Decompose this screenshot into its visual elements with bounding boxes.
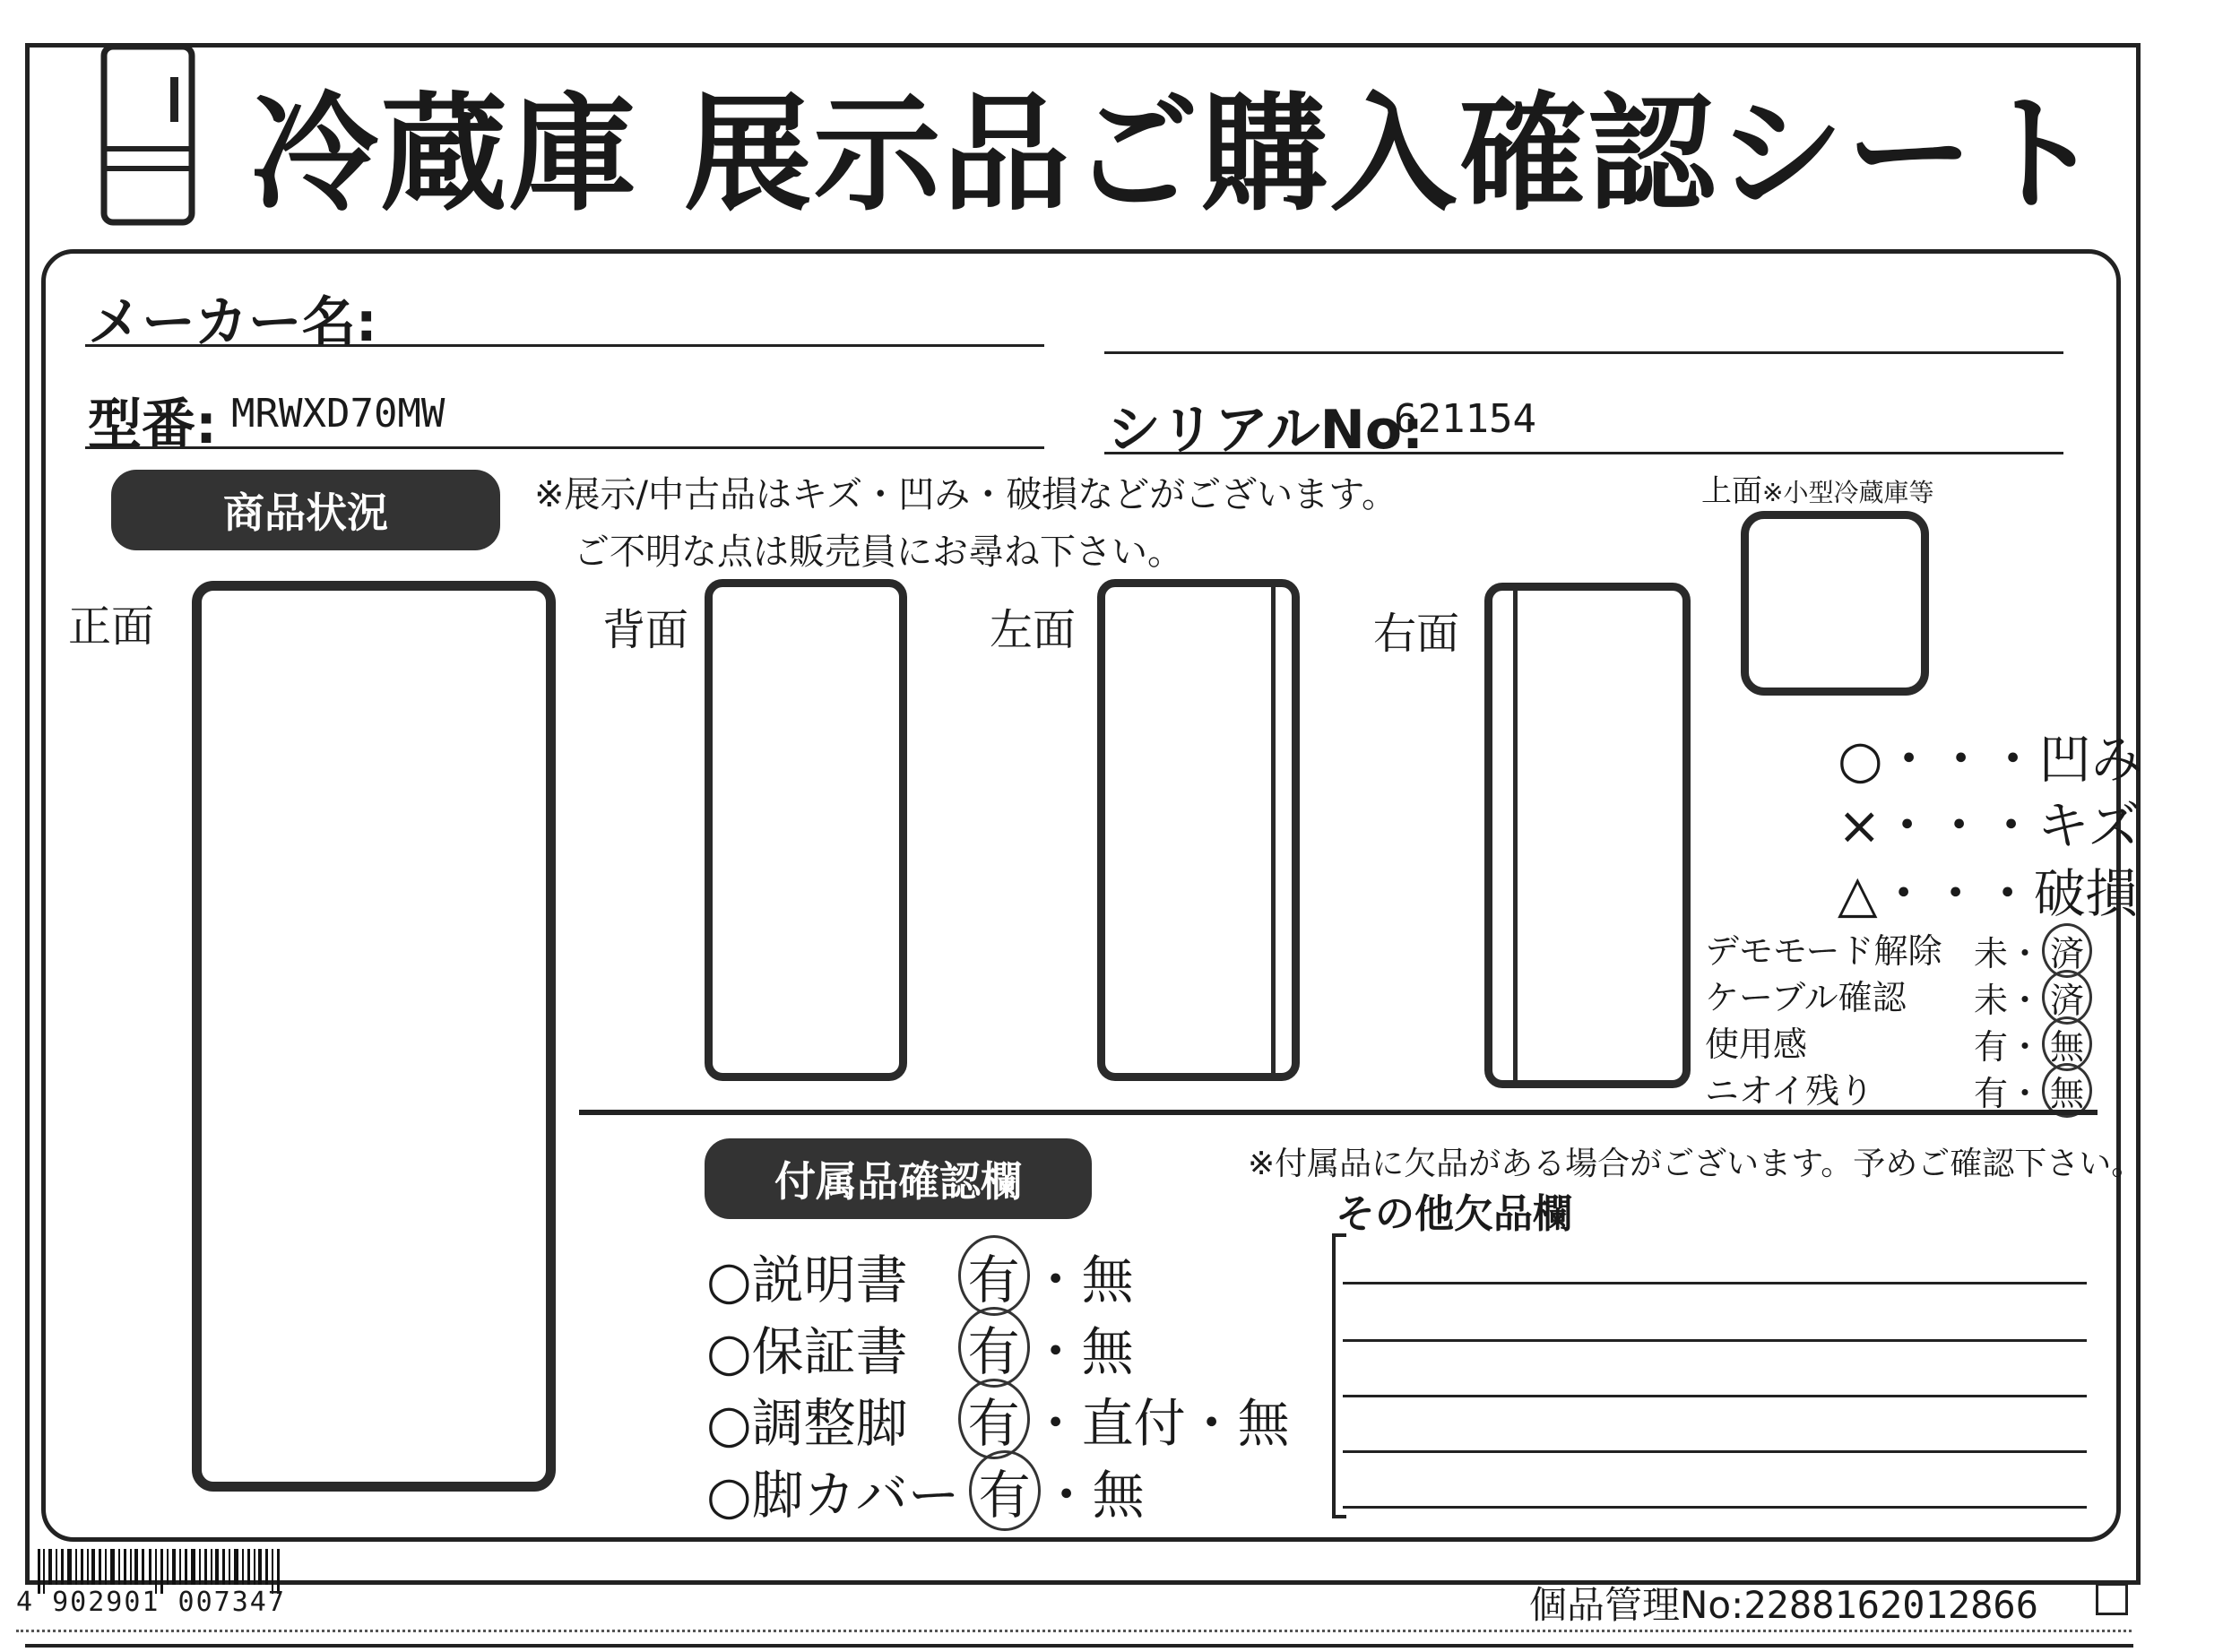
accessory-foot-cover-selected: 有 [969,1450,1041,1531]
check-usage-options[interactable]: 有・ 無 [1974,1016,2092,1071]
item-no [1529,1576,2038,1630]
serial-underline [1104,452,2063,454]
bottom-dotted-rule [16,1630,2132,1632]
face-top-note: ※小型冷蔵庫等 [1762,478,1934,507]
missing-line-2[interactable] [1343,1339,2087,1342]
check-demo-mode-label: デモモード解除 [1705,931,1942,971]
page-title: 冷蔵庫 展示品ご購入確認シート [251,81,2105,229]
section-divider [579,1110,2098,1115]
face-top-label-group [1701,466,1933,510]
bottom-rule [25,1644,2133,1648]
face-back-box[interactable] [705,579,907,1081]
maker-label: メーカー名: [88,291,377,354]
accessory-warranty[interactable]: ○保証書 有 ・無 [706,1307,1134,1388]
missing-header: その他欠品欄 [1336,1191,1572,1237]
face-left-edge [1271,587,1276,1073]
condition-header: 商品状況 [111,470,500,550]
maker-underline [85,344,1044,347]
maker-extra-underline [1104,351,2063,354]
accessory-header: 付属品確認欄 [705,1138,1092,1219]
model-label: 型番: [88,394,217,456]
missing-line-3[interactable] [1343,1395,2087,1397]
face-left-label: 左面 [990,605,1077,655]
missing-line-5[interactable] [1343,1506,2087,1509]
accessory-warranty-selected: 有 [958,1307,1030,1388]
condition-note-1: ※展示/中古品はキズ・凹み・破損などがございます。 [534,474,1397,515]
check-usage-label: 使用感 [1705,1025,1808,1064]
missing-bracket [1332,1233,1346,1518]
item-no-label: 個品管理No: [1529,1583,1744,1627]
item-no-value: 2288162012866 [1743,1583,2038,1627]
triangle-symbol-icon: △ [1838,863,1878,924]
check-demo-mode-options[interactable]: 未・ 済 [1974,923,2092,978]
model-underline [85,446,1044,449]
legend-damage: △・・・破損 [1838,863,2138,924]
face-top-label: 上面 [1701,473,1762,509]
refrigerator-icon [99,43,197,227]
legend-dent: ○・・・凹み [1838,729,2143,790]
cross-symbol-icon: × [1838,795,1881,856]
check-odor-options[interactable]: 有・ 無 [1974,1063,2092,1118]
model-value: MRWXD70MW [231,391,445,437]
missing-line-4[interactable] [1343,1450,2087,1453]
accessory-manual-selected: 有 [958,1235,1030,1316]
serial-value: 621154 [1394,396,1536,442]
face-right-edge [1513,591,1518,1080]
face-front-box[interactable] [192,581,556,1492]
accessory-adjuster-selected: 有 [958,1379,1030,1459]
face-left-box[interactable] [1097,579,1300,1081]
accessory-note: ※付属品に欠品がある場合がございます。予めご確認下さい。 [1248,1146,2144,1182]
face-front-label: 正面 [68,601,155,652]
face-back-label: 背面 [602,605,689,655]
legend-scratch: ×・・・キズ [1838,795,2141,856]
accessory-foot-cover[interactable]: ○脚カバー 有 ・無 [706,1450,1145,1531]
circle-symbol-icon: ○ [1838,729,1883,790]
check-cable-label: ケーブル確認 [1705,978,1907,1017]
accessory-manual[interactable]: ○説明書 有 ・無 [706,1235,1134,1316]
face-top-box[interactable] [1741,511,1929,696]
check-odor-label: ニオイ残り [1705,1071,1874,1111]
face-right-label: 右面 [1373,609,1460,659]
condition-note-2: ご不明な点は販売員にお尋ね下さい。 [574,532,1183,573]
item-checkbox[interactable] [2096,1583,2128,1615]
serial-label: シリアルNo: [1107,399,1424,462]
barcode-number: 4 902901 007347 [16,1587,286,1618]
accessory-adjuster-feet[interactable]: ○調整脚 有 ・直付・無 [706,1379,1290,1459]
check-cable-options[interactable]: 未・ 済 [1974,970,2092,1025]
missing-line-1[interactable] [1343,1282,2087,1284]
